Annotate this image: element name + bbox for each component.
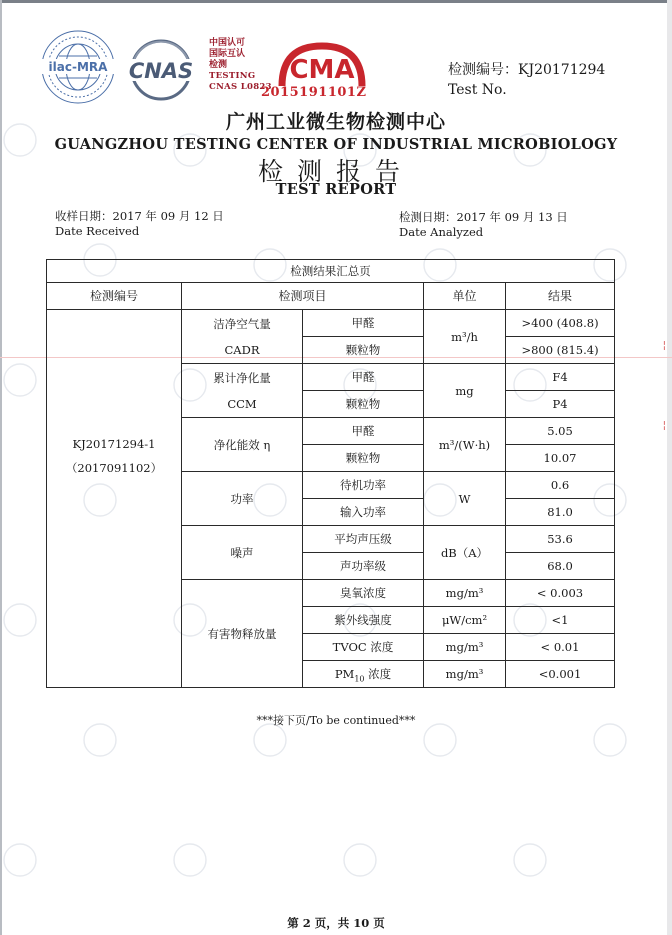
margin-stain: ¦ — [662, 340, 666, 351]
result-cell: <0.001 — [506, 661, 615, 688]
result-cell: >800 (815.4) — [506, 337, 615, 364]
unit-cell: μW/cm² — [424, 607, 506, 634]
header-sample-no: 检测编号 — [47, 283, 182, 310]
unit-cell: m³/(W·h) — [424, 418, 506, 472]
unit-cell: mg/m³ — [424, 661, 506, 688]
test-number-block — [448, 60, 605, 100]
table-header-row — [47, 283, 615, 310]
cnas-accreditation-text: 中国认可 国际互认 检测 TESTING CNAS L0823 — [209, 38, 272, 92]
sample-no-spacer — [47, 310, 182, 364]
test-no-label-en: Test No. — [448, 82, 507, 98]
group-noise: 噪声 — [182, 526, 303, 580]
item-cell: 臭氧浓度 — [303, 580, 424, 607]
sample-no-cell — [47, 364, 182, 688]
date-received-value: 2017 年 09 月 12 日 — [112, 209, 224, 223]
report-title-cn: 检测报告 — [257, 157, 414, 186]
result-cell: F4 — [506, 364, 615, 391]
results-summary-table — [46, 259, 614, 688]
result-cell: < 0.01 — [506, 634, 615, 661]
page-number-footer: 第 2 页，共 10 页 — [287, 916, 385, 930]
result-cell: 53.6 — [506, 526, 615, 553]
item-cell: 甲醛 — [303, 418, 424, 445]
item-cell: 甲醛 — [303, 364, 424, 391]
cma-certificate-number: 2015191101Z — [261, 85, 367, 100]
date-received-block: 收样日期：2017 年 09 月 12 日 Date Received — [55, 209, 224, 238]
result-cell: < 0.003 — [506, 580, 615, 607]
unit-cell: mg/m³ — [424, 580, 506, 607]
group-power: 功率 — [182, 472, 303, 526]
svg-text:ilac-MRA: ilac-MRA — [48, 60, 108, 74]
unit-cell: dB（A） — [424, 526, 506, 580]
result-cell: P4 — [506, 391, 615, 418]
group-cadr: 洁净空气量 CADR — [182, 310, 303, 364]
ilac-mra-logo — [38, 28, 118, 106]
item-cell: 声功率级 — [303, 553, 424, 580]
unit-cell: mg/m³ — [424, 634, 506, 661]
center-name-cn: 广州工业微生物检测中心 — [225, 111, 446, 133]
item-cell: 颗粒物 — [303, 445, 424, 472]
continued-note: ***接下页/To be continued*** — [256, 714, 416, 727]
header-item: 检测项目 — [182, 283, 424, 310]
item-cell: 紫外线强度 — [303, 607, 424, 634]
table-row — [47, 310, 615, 337]
test-no-value: KJ20171294 — [518, 62, 606, 78]
date-analyzed-value: 2017 年 09 月 13 日 — [456, 210, 568, 224]
date-analyzed-block: 检测日期：2017 年 09 月 13 日 Date Analyzed — [399, 210, 568, 239]
table-caption: 检测结果汇总页 — [47, 260, 615, 283]
sample-sub-value: （2017091102） — [65, 461, 163, 476]
cnas-logo — [120, 38, 202, 102]
result-cell: 81.0 — [506, 499, 615, 526]
item-cell: 输入功率 — [303, 499, 424, 526]
table-caption-row — [47, 260, 615, 283]
result-cell: 0.6 — [506, 472, 615, 499]
result-cell: 10.07 — [506, 445, 615, 472]
item-cell: 颗粒物 — [303, 337, 424, 364]
svg-text:CNAS: CNAS — [128, 59, 194, 83]
center-name-en: GUANGZHOU TESTING CENTER OF INDUSTRIAL MICROBIOLOGY — [54, 136, 618, 153]
item-cell: 颗粒物 — [303, 391, 424, 418]
top-border — [0, 0, 672, 3]
header-result: 结果 — [506, 283, 615, 310]
header-unit: 单位 — [424, 283, 506, 310]
result-cell: 5.05 — [506, 418, 615, 445]
report-title-en: TEST REPORT — [275, 181, 397, 198]
item-cell: TVOC 浓度 — [303, 634, 424, 661]
unit-cell: m³/h — [424, 310, 506, 364]
item-cell: 甲醛 — [303, 310, 424, 337]
group-harmful: 有害物释放量 — [182, 580, 303, 688]
margin-stain: ¦ — [662, 420, 666, 431]
group-ccm: 累计净化量 CCM — [182, 364, 303, 418]
svg-text:CMA: CMA — [289, 55, 355, 85]
item-cell: $PM_{10}$ 浓度 — [303, 661, 424, 688]
result-cell: 68.0 — [506, 553, 615, 580]
result-cell: <1 — [506, 607, 615, 634]
item-cell: 平均声压级 — [303, 526, 424, 553]
test-no-label-cn: 检测编号： — [448, 62, 518, 78]
sample-no-value: KJ20171294-1 — [72, 437, 156, 452]
unit-cell: mg — [424, 364, 506, 418]
result-cell: >400 (408.8) — [506, 310, 615, 337]
table-row — [47, 364, 615, 391]
group-efficiency: 净化能效 η — [182, 418, 303, 472]
unit-cell: W — [424, 472, 506, 526]
item-cell: 待机功率 — [303, 472, 424, 499]
